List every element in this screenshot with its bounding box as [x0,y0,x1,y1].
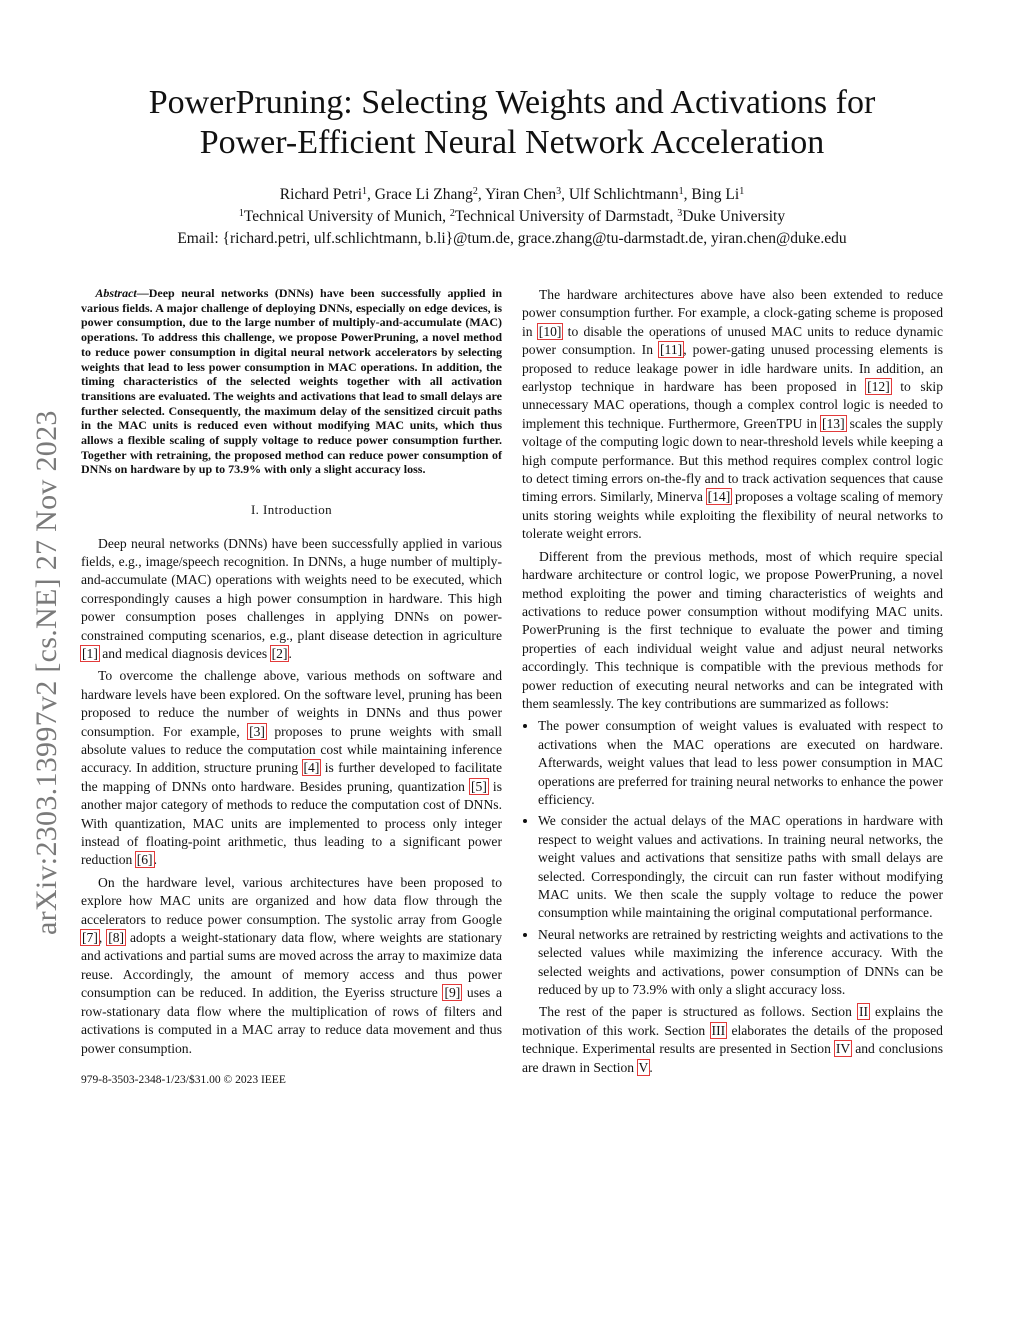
citation-link[interactable]: [10] [538,323,562,339]
section-link[interactable]: III [711,1022,726,1038]
body-paragraph: Deep neural networks (DNNs) have been successfully applied in various fields, e.g., image/speech recognition. In DNNs, a huge number of multiply-and-accumulate (MAC) operations with weights need to be executed, which correspondingly causes a high power consumption in hardware. This high power consumption poses challenges in applying DNNs on power-constrained computing scenarios, e.g., plant disease detection in agriculture [1] and medical diagnosis devices [2]. [81,535,502,661]
citation-link[interactable]: [11] [660,342,683,358]
body-paragraph: Different from the previous methods, most of which require special hardware architecture or control logic, we propose PowerPruning, a novel method exploiting the power and timing characteristics of weights and activations to reduce power consumption without modifying MAC units. PowerPruning is the first technique to evaluate the power and timing properties of each individual weight value and adjust neural networks accordingly. This technique is compatible with the previous methods for power reduction of executing neural networks and can be integrated with them seamlessly. The key contributions are summarized as follows: [522,548,943,711]
section-heading: I. Introduction [250,502,333,518]
citation-link[interactable]: [8] [108,930,125,946]
author-sup: 3 [556,186,562,197]
email-line: Email: {richard.petri, ulf.schlichtmann, b.li}@tum.de, grace.zhang@tu-darmstadt.de, yiran.chen@duke.edu [177,230,847,247]
citation-link[interactable]: [2] [271,645,288,661]
title-line-1: PowerPruning: Selecting Weights and Activations for [148,84,876,121]
body-paragraph: The hardware architectures above have also been extended to reduce power consumption further. For example, a clock-gating scheme is proposed in [10] to disable the operations of unused MAC units to reduce dynamic power consumption. In [11], power-gating unused processing elements is proposed to reduce leakage power in idle hardware units. In addition, an earlystop technique in hardware has been proposed in [12] to skip unnecessary MAC operations, though a complex control logic is needed to implement this technique. Furthermore, GreenTPU in [13] scales the supply voltage of the computing logic down to near-threshold levels while keeping a high compute performance. But this method requires complex control logic to detect timing errors on-the-fly and to track activation sequences that cause timing errors. Similarly, Minerva [14] proposes a voltage scaling of memory units storing weights while exploiting the flexibility of neural networks to tolerate weight errors. [522,287,944,542]
citation-link[interactable]: [13] [821,415,845,431]
copyright-notice: 979-8-3503-2348-1/23/$31.00 © 2023 IEEE [81,1073,286,1086]
affiliation-name: Technical University of Munich [243,208,443,225]
author-name: Richard Petri [279,186,363,203]
affiliation-list: $^1$Technical University of Munich, $^2$Technical University of Darmstadt, $^3$Duke University [238,208,786,225]
citation-link[interactable]: [3] [249,723,265,739]
citation-link[interactable]: [7] [82,930,98,946]
introduction-body [81,535,502,1058]
affiliation-sup: 3 [677,208,683,219]
affiliation-sup: 1 [238,208,244,219]
citation-link[interactable]: [12] [867,379,890,395]
title-line-2: Power-Efficient Neural Network Acceleration [199,124,825,161]
citation-link[interactable]: [5] [471,778,487,794]
author-name: Yiran Chen [485,186,557,203]
citation-link[interactable]: [6] [136,852,153,868]
author-sup: 1 [739,186,745,197]
abstract [81,286,502,477]
citation-link[interactable]: [14] [707,489,731,505]
affiliation-sup: 2 [449,208,455,219]
paper-title [80,83,944,163]
section-link[interactable]: V [638,1059,649,1075]
contributions-list [522,717,943,999]
body-paragraph: To overcome the challenge above, various methods on software and hardware levels have been explored. On the software level, pruning has been proposed to reduce the number of weights in DNNs and thus power consumption. For example, [3] proposes to prune weights with small absolute values to reduce the computation cost while maintaining inference accuracy. In addition, structure pruning [4] is further developed to facilitate the mapping of DNNs onto hardware. Besides pruning, quantization [5] is another major category of methods to reduce the computation cost of DNNs. With quantization, MAC units are implemented to process only integer instead of floating-point arithmetic, thus leading to a significant power reduction [6]. [81,668,503,868]
contribution-item: • Neural networks are retrained by restricting weights and activations to the selected values while maximizing the inference accuracy. With the selected weights and activations, power consumption of DNNs can be reduced by up to 73.9% with only a slight accuracy loss. [538,926,943,1000]
arxiv-stamp: arXiv:2303.13997v2 [cs.NE] 27 Nov 2023 [30,410,63,935]
author-name: Grace Li Zhang [374,186,473,203]
abstract-label: Abstract [95,286,137,300]
abstract-text: —Deep neural networks (DNNs) have been successfully applied in various fields. A major challenge of deploying DNNs, especially on edge devices, is power consumption, due to the large number of multiply-and-accumulate (MAC) operations. To address this challenge, we propose PowerPruning, a novel method to reduce power consumption in digital neural network accelerators by selecting weights that lead to less power consumption in MAC operations. In addition, the timing characteristics of the selected weights together with all activation transitions are evaluated. The weights and activations that lead to small delays are further selected. Consequently, the maximum delay of the sensitized circuit paths in the MAC units is reduced even without modifying MAC units, which thus allows a flexible scaling of supply voltage to reduce power consumption further. Together with retraining, the proposed method can reduce power consumption of DNNs on hardware by up to 73.9% with only a slight accuracy loss. [81,286,502,477]
affiliation-name: Duke University [682,208,786,225]
closing-paragraph: The rest of the paper is structured as follows. Section II explains the motivation of this work. Section III elaborates the details of the proposed technique. Experimental results are presented in Section IV and conclusions are drawn in Section V. [522,1004,943,1075]
right-column [522,286,943,1077]
contribution-item: • We consider the actual delays of the MAC operations in hardware with respect to weight values and activations. In training neural networks, the weight values and activations that sensitize paths with small delays are selected. Correspondingly, the circuit can run faster without modifying MAC units. We then scale the supply voltage to reduce the power consumption while maintaining the original computational performance. [538,812,943,922]
citation-link[interactable]: [1] [82,645,98,661]
author-list: Richard Petri$^1$, Grace Li Zhang$^2$, Yiran Chen$^3$, Ulf Schlichtmann$^1$, Bing Li$^1$ [279,186,745,203]
author-sup: 1 [678,186,684,197]
author-name: Bing Li [691,186,740,203]
author-sup: 2 [472,186,478,197]
author-sup: 1 [362,186,368,197]
author-name: Ulf Schlichtmann [568,186,679,203]
contribution-item: • The power consumption of weight values is evaluated with respect to activations when the MAC operations are executed on hardware. Afterwards, weight values that lead to less power consumption in MAC operations are preferred for training neural networks to enhance the power efficiency. [538,717,943,809]
left-column [81,286,502,1089]
affiliation-name: Technical University of Darmstadt [454,208,670,225]
citation-link[interactable]: [9] [444,985,461,1001]
introduction-body-continued [522,286,943,713]
author-block [80,184,944,250]
section-link[interactable]: II [858,1004,868,1020]
citation-link[interactable]: [4] [303,760,320,776]
body-paragraph: On the hardware level, various architectures have been proposed to explore how MAC units are organized and how data flow through the accelerators to reduce power consumption. The systolic array from Google [7], [8] adopts a weight-stationary data flow, where weights are stationary and activations and partial sums are moved across the array to maximize data reuse. Accordingly, the amount of memory access and thus power consumption can be reduced. In addition, the Eyeriss structure [9] uses a row-stationary data flow where the multiplication of rows of filters and activations is computed in a MAC array to reduce data movement and thus power consumption. [81,874,502,1056]
section-link[interactable]: IV [835,1041,851,1057]
